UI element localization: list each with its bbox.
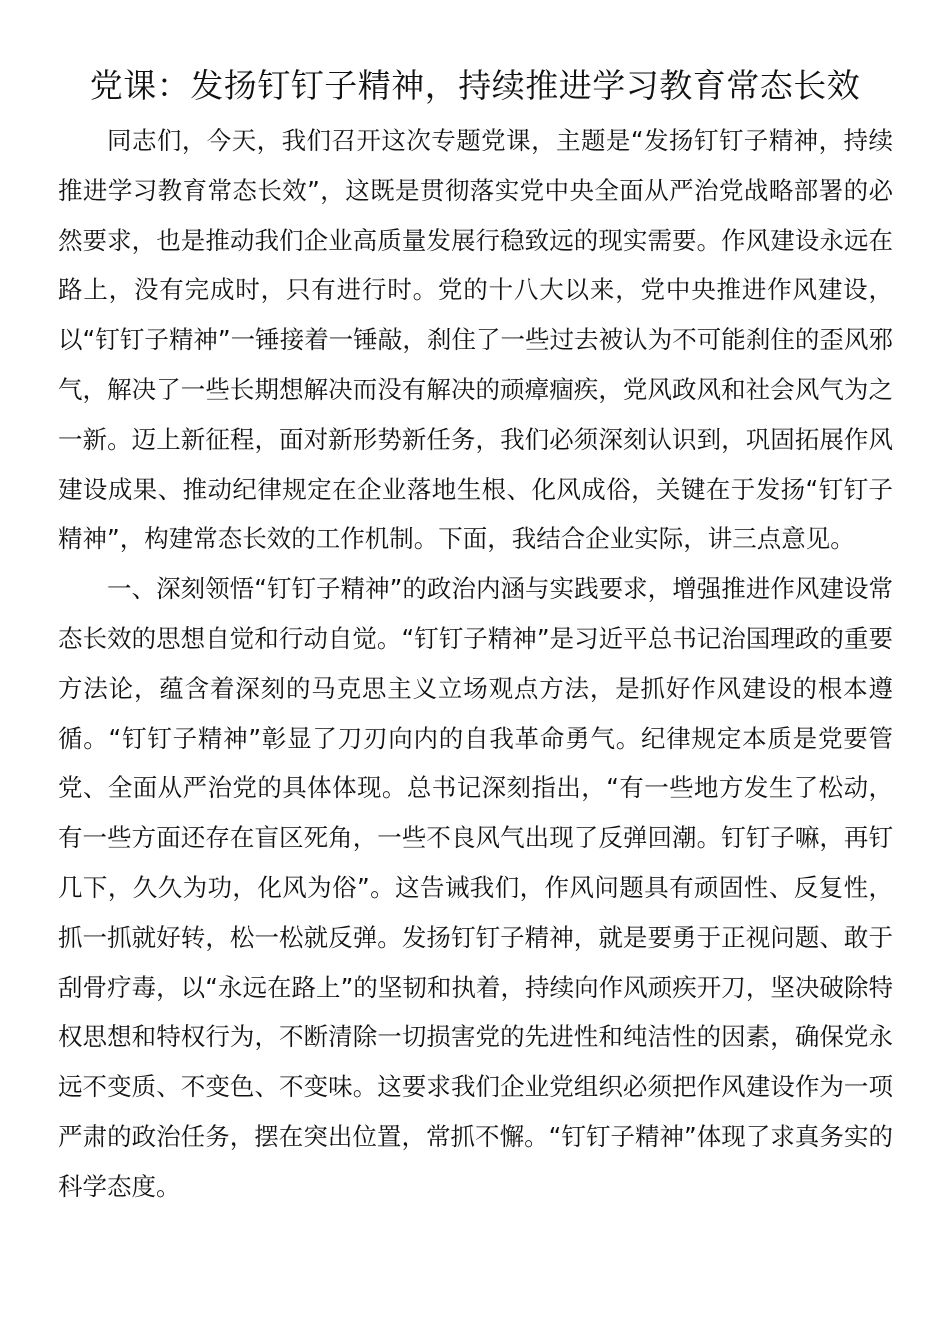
- document-body: [58, 116, 893, 1212]
- paragraph-section-one: 一、深刻领悟“钉钉子精神”的政治内涵与实践要求，增强推进作风建设常态长效的思想自觉和行动自觉。“钉钉子精神”是习近平总书记治国理政的重要方法论，蕴含着深刻的马克思主义立场观点方法，是抓好作风建设的根本遵循。“钉钉子精神”彰显了刀刃向内的自我革命勇气。纪律规定本质是党要管党、全面从严治党的具体体现。总书记深刻指出，“有一些地方发生了松动，有一些方面还存在盲区死角，一些不良风气出现了反弹回潮。钉钉子嘛，再钉几下，久久为功，化风为俗”。这告诫我们，作风问题具有顽固性、反复性，抓一抓就好转，松一松就反弹。发扬钉钉子精神，就是要勇于正视问题、敢于刮骨疗毒，以“永远在路上”的坚韧和执着，持续向作风顽疾开刀，坚决破除特权思想和特权行为，不断清除一切损害党的先进性和纯洁性的因素，确保党永远不变质、不变色、不变味。这要求我们企业党组织必须把作风建设作为一项严肃的政治任务，摆在突出位置，常抓不懈。“钉钉子精神”体现了求真务实的科学态度。: [58, 574, 893, 1201]
- document-title: 党课：发扬钉钉子精神，持续推进学习教育常态长效: [89, 66, 861, 105]
- paragraph-intro: 同志们，今天，我们召开这次专题党课，主题是“发扬钉钉子精神，持续推进学习教育常态长效”，这既是贯彻落实党中央全面从严治党战略部署的必然要求，也是推动我们企业高质量发展行稳致远的现实需要。作风建设永远在路上，没有完成时，只有进行时。党的十八大以来，党中央推进作风建设，以“钉钉子精神”一锤接着一锤敲，刹住了一些过去被认为不可能刹住的歪风邪气，解决了一些长期想解决而没有解决的顽瘴痼疾，党风政风和社会风气为之一新。迈上新征程，面对新形势新任务，我们必须深刻认识到，巩固拓展作风建设成果、推动纪律规定在企业落地生根、化风成俗，关键在于发扬“钉钉子精神”，构建常态长效的工作机制。下面，我结合企业实际，讲三点意见。: [58, 126, 893, 554]
